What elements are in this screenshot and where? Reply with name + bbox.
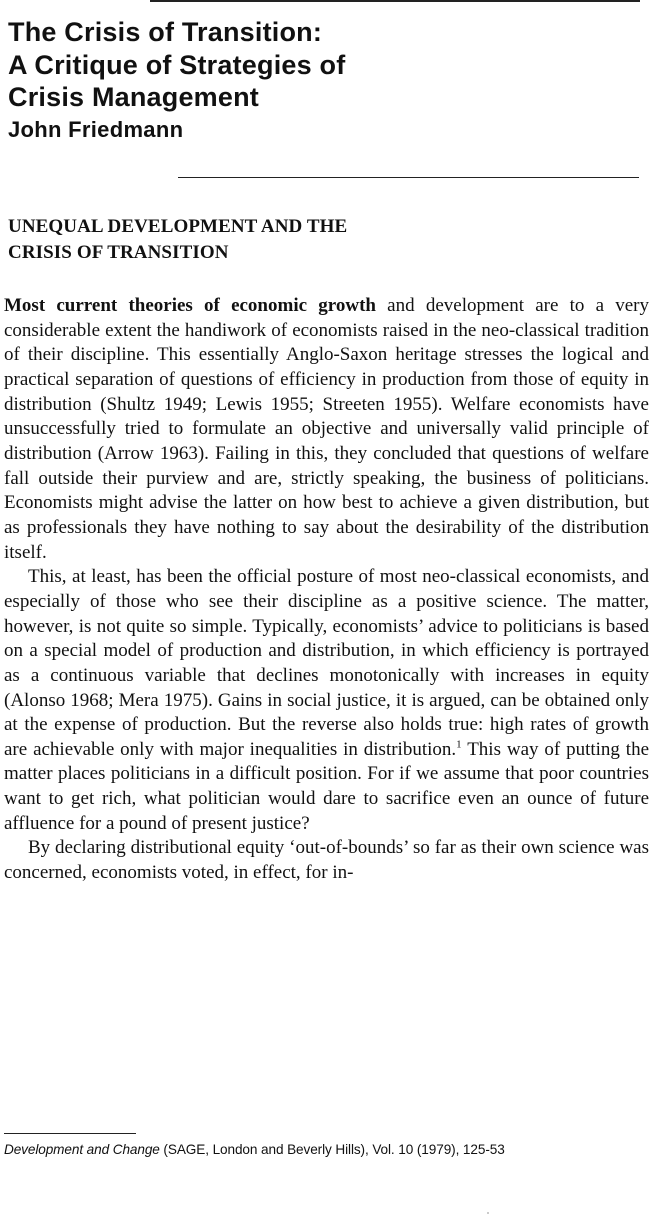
paragraph-1-text: and development are to a very considerable extent the handiwork of economists raised in the neo-classical tradition of their discipline. This essentially Anglo-Saxon heritage stresses the logical and practical separation of questions of efficiency in production from those of equity in distribution (Shultz 1949; Lewis 1955; Streeten 1955). Welfare economists have unsuccessfully tried to formulate an objective and universally valid principle of distribution (Arrow 1963). Failing in this, they concluded that questions of welfare fall outside their purview and are, strictly speaking, the business of politicians. Economists might advise the latter on how best to achieve a given distribution, but as professionals they have nothing to say about the desirability of the distribution itself. bbox=[4, 295, 650, 563]
citation-line bbox=[4, 1141, 650, 1159]
paragraph-2-text-a: This, at least, has been the official posture of most neo-classical economists, and especially of those who see their discipline as a positive science. The matter, however, is not quite so simple. Typically, economists’ advice to politicians is based on a special model of production and distribution, in which efficiency is portrayed as a continuous variable that declines monotonically with increases in equity (Alonso 1968; Mera 1975). Gains in social justice, it is argued, can be obtained only at the expense of production. But the reverse also holds true: high rates of growth are achievable only with major inequalities in distribution. bbox=[4, 566, 649, 760]
footnote-divider bbox=[4, 1133, 136, 1134]
section-heading-line-2: CRISIS OF TRANSITION bbox=[8, 242, 229, 263]
top-rule bbox=[150, 0, 640, 2]
paragraph-3: By declaring distributional equity ‘out-of-bounds’ so far as their own science was concerned, economists voted, in effect, for in- bbox=[4, 837, 649, 884]
article-header bbox=[8, 16, 638, 144]
scan-speck bbox=[487, 1212, 489, 1214]
header-divider bbox=[178, 177, 639, 178]
section-heading-line-1: UNEQUAL DEVELOPMENT AND THE bbox=[8, 216, 348, 237]
article-title-line-3: Crisis Management bbox=[8, 82, 259, 112]
paragraph-2 bbox=[4, 565, 649, 836]
journal-name: Development and Change bbox=[4, 1142, 160, 1157]
article-body bbox=[4, 294, 649, 886]
article-title-line-1: The Crisis of Transition: bbox=[8, 17, 323, 47]
paragraph-2-text-b: This way of putting the matter places politicians in a difficult position. For if we assume that poor countries want to get rich, what politician would dare to sacrifice even an ounce of future affluence for a pound of present justice? bbox=[4, 738, 649, 834]
author-name: John Friedmann bbox=[8, 116, 184, 142]
paragraph-1-lead: Most current theories of economic growth bbox=[4, 295, 376, 316]
article-title-line-2: A Critique of Strategies of bbox=[8, 49, 346, 80]
citation-details: (SAGE, London and Beverly Hills), Vol. 10 (1979), 125-53 bbox=[159, 1142, 505, 1157]
paragraph-1 bbox=[4, 294, 649, 565]
section-heading bbox=[8, 214, 608, 266]
footnote-marker: 1 bbox=[456, 738, 462, 751]
